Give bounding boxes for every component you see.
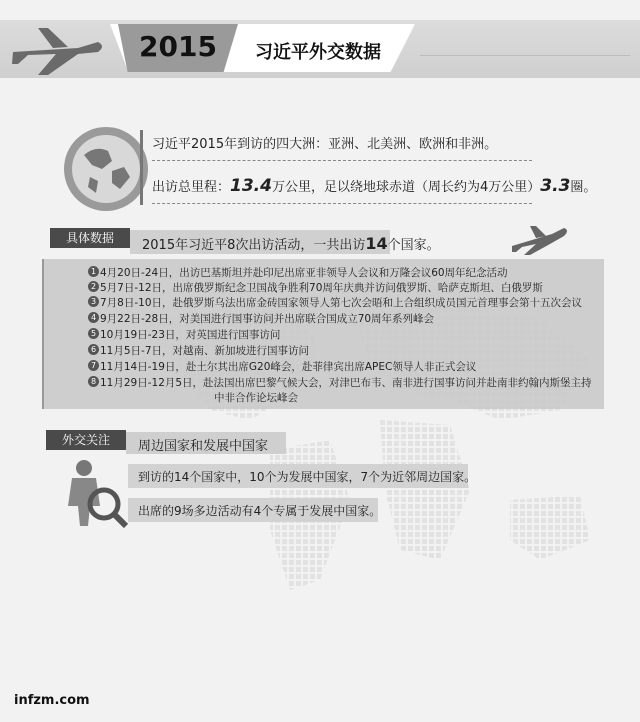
focus-stat-2: 出席的9场多边活动有4个专属于发展中国家。 (138, 504, 382, 518)
list-item (90, 327, 281, 342)
page-title: 习近平外交数据 (255, 42, 381, 63)
continents-text: 习近平2015年到访的四大洲：亚洲、北美洲、欧洲和非洲。 (152, 137, 498, 152)
summary-count: 14 (365, 234, 388, 253)
focus-subtitle: 周边国家和发展中国家 (138, 439, 269, 454)
trip-text: 11月5日-7日，对越南、新加坡进行国事访问 (100, 345, 310, 357)
trip-number: 2 (88, 281, 99, 292)
list-item-continuation: 中非合作论坛峰会 (214, 392, 298, 404)
trip-list (42, 259, 604, 409)
trip-text: 11月14日-19日，赴土尔其出席G20峰会，赴菲律宾出席APEC领导人非正式会议 (100, 361, 477, 373)
summary-prefix: 2015年习近平8次出访活动，一共出访 (142, 238, 366, 253)
year-label: 2015 (139, 30, 217, 63)
list-item (90, 265, 508, 280)
list-item (90, 359, 477, 374)
distance-mid: 万公里，足以绕地球赤道（周长约为4万公里） (271, 180, 541, 195)
laps-value: 3.3 (540, 176, 571, 196)
data-section-tag: 具体数据 (50, 228, 130, 248)
distance-text (152, 176, 596, 196)
trip-number: 1 (88, 266, 99, 277)
trip-number: 3 (88, 296, 99, 307)
data-summary (142, 234, 440, 253)
trip-number: 7 (88, 360, 99, 371)
airplane-small-icon (510, 222, 570, 256)
trip-text: 9月22日-28日，对美国进行国事访问并出席联合国成立70周年系列峰会 (100, 313, 435, 325)
trip-number: 8 (88, 376, 99, 387)
airplane-icon (8, 20, 108, 80)
trip-text: 11月29日-12月5日，赴法国出席巴黎气候大会，对津巴布韦、南非进行国事访问并赴南非约翰内斯堡主持 (100, 377, 592, 389)
person-magnifier-icon (60, 458, 130, 528)
list-item (90, 295, 583, 310)
list-item (90, 343, 310, 358)
trip-text: 7月8日-10日，赴俄罗斯乌法出席金砖国家领导人第七次会晤和上合组织成员国元首理事会第十五次会议 (100, 297, 583, 309)
header-divider (420, 55, 630, 56)
focus-section-tag: 外交关注 (46, 430, 126, 450)
list-item (90, 375, 592, 390)
site-watermark: infzm.com (14, 693, 90, 708)
list-item (90, 311, 435, 326)
distance-value: 13.4 (230, 176, 272, 196)
trip-text: 5月7日-12日，出席俄罗斯纪念卫国战争胜利70周年庆典并访问俄罗斯、哈萨克斯坦、白俄罗斯 (100, 282, 543, 294)
list-item (90, 280, 543, 295)
distance-suffix: 圈。 (570, 180, 597, 195)
trip-number: 6 (88, 344, 99, 355)
intro-accent-bar (140, 130, 143, 205)
distance-prefix: 出访总里程： (152, 180, 231, 195)
trip-number: 5 (88, 328, 99, 339)
intro-divider-2 (152, 203, 532, 204)
summary-suffix: 个国家。 (387, 238, 440, 253)
trip-text: 10月19日-23日，对英国进行国事访问 (100, 329, 281, 341)
globe-icon (62, 125, 150, 213)
trip-text: 4月20日-24日，出访巴基斯坦并赴印尼出席亚非领导人会议和万隆会议60周年纪念活动 (100, 267, 508, 279)
focus-stat-1: 到访的14个国家中，10个为发展中国家，7个为近邻周边国家。 (138, 470, 477, 484)
intro-divider (152, 160, 532, 161)
trip-number: 4 (88, 312, 99, 323)
